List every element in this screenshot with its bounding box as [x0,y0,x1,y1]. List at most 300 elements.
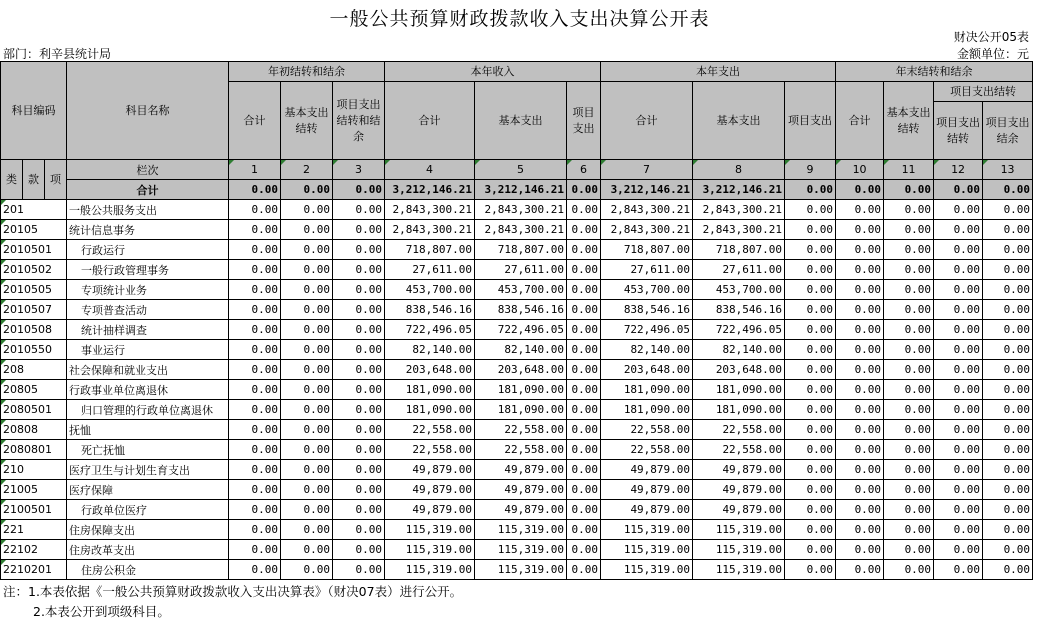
row-value: 115,319.00 [693,560,785,580]
row-value: 453,700.00 [693,280,785,300]
row-value: 0.00 [884,520,934,540]
row-value: 0.00 [333,360,385,380]
table-row [1,300,1033,320]
table-row [1,440,1033,460]
total-cell: 3,212,146.21 [475,180,567,200]
row-value: 0.00 [333,300,385,320]
row-value: 0.00 [281,540,333,560]
row-value: 0.00 [836,320,884,340]
table-row [1,220,1033,240]
row-value: 22,558.00 [385,440,475,460]
row-value: 203,648.00 [693,360,785,380]
row-value: 0.00 [281,300,333,320]
total-row-label: 合计 [67,180,229,200]
row-value: 0.00 [333,320,385,340]
table-row [1,400,1033,420]
header-code: 科目编码 [1,62,67,160]
row-code: 2010505 [1,280,67,300]
row-value: 0.00 [281,280,333,300]
row-value: 0.00 [934,480,983,500]
row-value: 0.00 [281,260,333,280]
row-code: 20105 [1,220,67,240]
row-value: 181,090.00 [601,400,693,420]
header-end-project-surplus: 项目支出结余 [983,102,1033,160]
row-value: 0.00 [567,380,601,400]
table-row [1,420,1033,440]
row-value: 722,496.05 [475,320,567,340]
row-value: 115,319.00 [385,540,475,560]
row-value: 0.00 [785,500,836,520]
row-name: 抚恤 [67,420,229,440]
row-value: 0.00 [934,320,983,340]
header-row-1 [1,62,1033,82]
row-value: 49,879.00 [475,500,567,520]
row-value: 2,843,300.21 [385,200,475,220]
notes [3,582,462,622]
row-value: 0.00 [884,380,934,400]
row-value: 0.00 [229,520,281,540]
row-value: 0.00 [333,480,385,500]
row-value: 49,879.00 [385,480,475,500]
row-value: 0.00 [983,480,1033,500]
table-row [1,480,1033,500]
row-value: 2,843,300.21 [693,200,785,220]
row-value: 0.00 [785,380,836,400]
row-value: 0.00 [983,320,1033,340]
total-cell: 0.00 [983,180,1033,200]
header-end-basic-carry: 基本支出结转 [884,82,934,160]
row-value: 0.00 [836,340,884,360]
row-value: 453,700.00 [475,280,567,300]
row-value: 115,319.00 [601,520,693,540]
row-value: 0.00 [836,500,884,520]
row-value: 0.00 [884,320,934,340]
table-row [1,320,1033,340]
row-value: 0.00 [333,380,385,400]
row-value: 82,140.00 [385,340,475,360]
row-value: 0.00 [884,200,934,220]
row-value: 0.00 [567,500,601,520]
header-income-basic: 基本支出 [475,82,567,160]
table-row [1,460,1033,480]
row-value: 27,611.00 [385,260,475,280]
row-value: 0.00 [567,280,601,300]
row-value: 838,546.16 [475,300,567,320]
row-value: 0.00 [983,220,1033,240]
row-value: 0.00 [229,400,281,420]
col-number: 12 [934,160,983,180]
note-1: 注：1.本表依据《一般公共预算财政拨款收入支出决算表》（财决07表）进行公开。 [3,584,463,599]
header-kuan: 款 [23,160,45,200]
row-value: 0.00 [836,380,884,400]
row-value: 0.00 [983,280,1033,300]
col-number: 4 [385,160,475,180]
row-value: 0.00 [281,380,333,400]
row-name: 住房改革支出 [67,540,229,560]
row-value: 0.00 [567,240,601,260]
row-value: 0.00 [836,540,884,560]
row-name: 行政单位医疗 [67,500,229,520]
row-name: 医疗保障 [67,480,229,500]
data-rows [1,200,1033,580]
row-value: 0.00 [333,400,385,420]
row-code: 2010501 [1,240,67,260]
col-number: 13 [983,160,1033,180]
row-value: 0.00 [785,420,836,440]
row-value: 0.00 [983,420,1033,440]
table-row [1,200,1033,220]
row-value: 0.00 [934,200,983,220]
row-value: 0.00 [934,500,983,520]
row-code: 2080501 [1,400,67,420]
row-value: 0.00 [229,560,281,580]
row-value: 838,546.16 [385,300,475,320]
row-value: 82,140.00 [475,340,567,360]
row-value: 0.00 [281,420,333,440]
row-code: 21005 [1,480,67,500]
row-value: 181,090.00 [475,400,567,420]
row-value: 0.00 [567,400,601,420]
row-value: 0.00 [281,240,333,260]
row-value: 203,648.00 [385,360,475,380]
row-value: 0.00 [567,200,601,220]
row-code: 208 [1,360,67,380]
header-expense-basic: 基本支出 [693,82,785,160]
row-value: 22,558.00 [385,420,475,440]
row-value: 0.00 [983,360,1033,380]
header-begin-basic-carry: 基本支出结转 [281,82,333,160]
header-xiang: 项 [45,160,67,200]
row-value: 22,558.00 [601,440,693,460]
header-group-income: 本年收入 [385,62,601,82]
row-value: 0.00 [836,560,884,580]
form-number: 财决公开05表 [953,30,1029,44]
row-value: 0.00 [567,320,601,340]
row-name: 行政运行 [67,240,229,260]
row-value: 0.00 [836,460,884,480]
row-value: 0.00 [229,540,281,560]
row-value: 22,558.00 [475,420,567,440]
row-value: 0.00 [934,460,983,480]
header-lanci: 栏次 [67,160,229,180]
row-value: 0.00 [229,380,281,400]
department-label: 部门：利辛县统计局 [3,47,112,61]
row-code: 2210201 [1,560,67,580]
row-value: 0.00 [229,280,281,300]
row-value: 0.00 [333,440,385,460]
row-code: 221 [1,520,67,540]
table-row [1,520,1033,540]
row-value: 22,558.00 [475,440,567,460]
row-value: 0.00 [785,400,836,420]
row-value: 0.00 [229,300,281,320]
header-end-total: 合计 [836,82,884,160]
row-value: 0.00 [836,280,884,300]
row-value: 0.00 [884,340,934,360]
header-begin-project: 项目支出结转和结余 [333,82,385,160]
row-value: 0.00 [229,420,281,440]
row-value: 0.00 [567,360,601,380]
row-value: 0.00 [333,420,385,440]
header-name: 科目名称 [67,62,229,160]
col-number: 1 [229,160,281,180]
total-cell: 3,212,146.21 [693,180,785,200]
row-value: 0.00 [934,280,983,300]
row-value: 0.00 [229,440,281,460]
total-cell: 0.00 [785,180,836,200]
row-value: 0.00 [281,320,333,340]
row-value: 0.00 [281,360,333,380]
row-value: 203,648.00 [475,360,567,380]
row-value: 0.00 [934,380,983,400]
note-2: 2.本表公开到项级科目。 [33,604,170,619]
row-value: 115,319.00 [475,520,567,540]
row-name: 医疗卫生与计划生育支出 [67,460,229,480]
table-row [1,340,1033,360]
row-value: 0.00 [785,520,836,540]
row-value: 49,879.00 [475,480,567,500]
column-number-row [1,160,1033,180]
page-title: 一般公共预算财政拨款收入支出决算公开表 [329,8,710,30]
row-value: 0.00 [333,260,385,280]
row-value: 0.00 [229,320,281,340]
row-value: 0.00 [983,440,1033,460]
row-value: 115,319.00 [475,540,567,560]
row-value: 0.00 [785,360,836,380]
col-number: 6 [567,160,601,180]
row-value: 0.00 [333,240,385,260]
row-value: 718,807.00 [693,240,785,260]
row-value: 49,879.00 [601,460,693,480]
header-end-project-group: 项目支出结转 [934,82,1033,102]
row-value: 0.00 [281,520,333,540]
row-value: 0.00 [785,220,836,240]
table-row [1,380,1033,400]
table-row [1,360,1033,380]
row-value: 0.00 [836,440,884,460]
total-cell: 0.00 [333,180,385,200]
row-value: 0.00 [567,260,601,280]
row-value: 0.00 [229,260,281,280]
row-value: 181,090.00 [693,400,785,420]
row-value: 0.00 [836,300,884,320]
row-value: 181,090.00 [693,380,785,400]
row-value: 0.00 [884,540,934,560]
fiscal-table [0,61,1033,580]
row-value: 2,843,300.21 [385,220,475,240]
table-row [1,540,1033,560]
total-cell: 0.00 [934,180,983,200]
row-value: 0.00 [934,440,983,460]
row-value: 0.00 [836,220,884,240]
row-value: 0.00 [281,340,333,360]
total-cell: 0.00 [836,180,884,200]
row-code: 2010507 [1,300,67,320]
row-value: 0.00 [333,200,385,220]
row-value: 0.00 [567,480,601,500]
row-value: 0.00 [785,200,836,220]
row-code: 20805 [1,380,67,400]
col-number: 10 [836,160,884,180]
row-value: 453,700.00 [601,280,693,300]
total-cell: 0.00 [884,180,934,200]
row-code: 2010550 [1,340,67,360]
row-value: 0.00 [983,500,1033,520]
row-code: 2100501 [1,500,67,520]
table-row [1,500,1033,520]
total-cell: 3,212,146.21 [601,180,693,200]
row-code: 22102 [1,540,67,560]
row-value: 2,843,300.21 [601,220,693,240]
col-number: 3 [333,160,385,180]
row-code: 2010502 [1,260,67,280]
row-value: 0.00 [884,560,934,580]
row-value: 718,807.00 [475,240,567,260]
header-income-project: 项目支出 [567,82,601,160]
row-value: 0.00 [567,340,601,360]
row-value: 0.00 [836,200,884,220]
row-value: 181,090.00 [385,380,475,400]
row-value: 0.00 [229,500,281,520]
row-value: 0.00 [983,240,1033,260]
row-value: 0.00 [884,240,934,260]
header-income-total: 合计 [385,82,475,160]
total-cell: 0.00 [567,180,601,200]
row-value: 0.00 [836,480,884,500]
row-value: 27,611.00 [693,260,785,280]
row-value: 0.00 [229,360,281,380]
row-value: 0.00 [785,460,836,480]
row-value: 49,879.00 [385,500,475,520]
total-row [1,180,1033,200]
row-value: 115,319.00 [601,540,693,560]
row-value: 0.00 [983,520,1033,540]
row-value: 115,319.00 [385,520,475,540]
header-expense-project: 项目支出 [785,82,836,160]
row-value: 0.00 [281,220,333,240]
row-value: 82,140.00 [601,340,693,360]
col-number: 5 [475,160,567,180]
row-value: 0.00 [333,280,385,300]
table-row [1,560,1033,580]
table-row [1,240,1033,260]
col-number: 9 [785,160,836,180]
row-code: 2010508 [1,320,67,340]
row-value: 0.00 [785,240,836,260]
row-value: 0.00 [934,240,983,260]
row-value: 49,879.00 [601,480,693,500]
row-value: 0.00 [229,240,281,260]
row-value: 49,879.00 [693,460,785,480]
row-value: 82,140.00 [693,340,785,360]
row-value: 2,843,300.21 [601,200,693,220]
row-value: 181,090.00 [475,380,567,400]
row-value: 0.00 [983,340,1033,360]
row-value: 0.00 [983,200,1033,220]
row-code: 210 [1,460,67,480]
row-value: 2,843,300.21 [693,220,785,240]
row-name: 统计抽样调查 [67,320,229,340]
row-value: 722,496.05 [693,320,785,340]
row-value: 0.00 [229,480,281,500]
row-value: 0.00 [884,400,934,420]
header-lei: 类 [1,160,23,200]
row-value: 0.00 [567,440,601,460]
row-value: 0.00 [567,520,601,540]
row-name: 住房保障支出 [67,520,229,540]
row-value: 0.00 [785,300,836,320]
row-value: 0.00 [934,360,983,380]
row-value: 0.00 [785,440,836,460]
row-value: 115,319.00 [601,560,693,580]
row-value: 0.00 [884,280,934,300]
row-value: 0.00 [785,540,836,560]
row-value: 0.00 [281,560,333,580]
row-name: 专项统计业务 [67,280,229,300]
col-number: 2 [281,160,333,180]
row-value: 0.00 [229,220,281,240]
header-group-expense: 本年支出 [601,62,836,82]
row-value: 22,558.00 [693,440,785,460]
row-value: 0.00 [229,340,281,360]
row-value: 0.00 [281,200,333,220]
row-value: 0.00 [785,320,836,340]
row-name: 事业运行 [67,340,229,360]
row-value: 0.00 [281,440,333,460]
row-value: 0.00 [785,280,836,300]
row-value: 0.00 [983,380,1033,400]
row-value: 2,843,300.21 [475,220,567,240]
row-name: 专项普查活动 [67,300,229,320]
row-value: 0.00 [934,420,983,440]
row-value: 115,319.00 [385,560,475,580]
row-value: 0.00 [229,200,281,220]
header-begin-total: 合计 [229,82,281,160]
row-value: 0.00 [333,500,385,520]
row-value: 0.00 [983,540,1033,560]
row-name: 住房公积金 [67,560,229,580]
table-row [1,260,1033,280]
row-value: 181,090.00 [601,380,693,400]
row-name: 一般行政管理事务 [67,260,229,280]
row-value: 0.00 [567,460,601,480]
row-value: 0.00 [884,260,934,280]
row-value: 718,807.00 [385,240,475,260]
row-value: 0.00 [884,360,934,380]
row-value: 0.00 [836,420,884,440]
row-value: 27,611.00 [475,260,567,280]
row-value: 0.00 [836,260,884,280]
row-value: 0.00 [884,420,934,440]
row-value: 0.00 [884,220,934,240]
row-value: 0.00 [281,460,333,480]
row-value: 0.00 [884,480,934,500]
row-value: 0.00 [567,540,601,560]
row-value: 0.00 [983,300,1033,320]
row-value: 0.00 [836,520,884,540]
row-value: 0.00 [785,480,836,500]
col-number: 11 [884,160,934,180]
row-value: 0.00 [983,260,1033,280]
row-value: 22,558.00 [693,420,785,440]
row-value: 0.00 [934,540,983,560]
row-value: 0.00 [281,400,333,420]
amount-unit-label: 金额单位：元 [956,47,1029,61]
row-value: 0.00 [333,520,385,540]
row-value: 0.00 [983,460,1033,480]
row-value: 115,319.00 [475,560,567,580]
header-group-begin: 年初结转和结余 [229,62,385,82]
